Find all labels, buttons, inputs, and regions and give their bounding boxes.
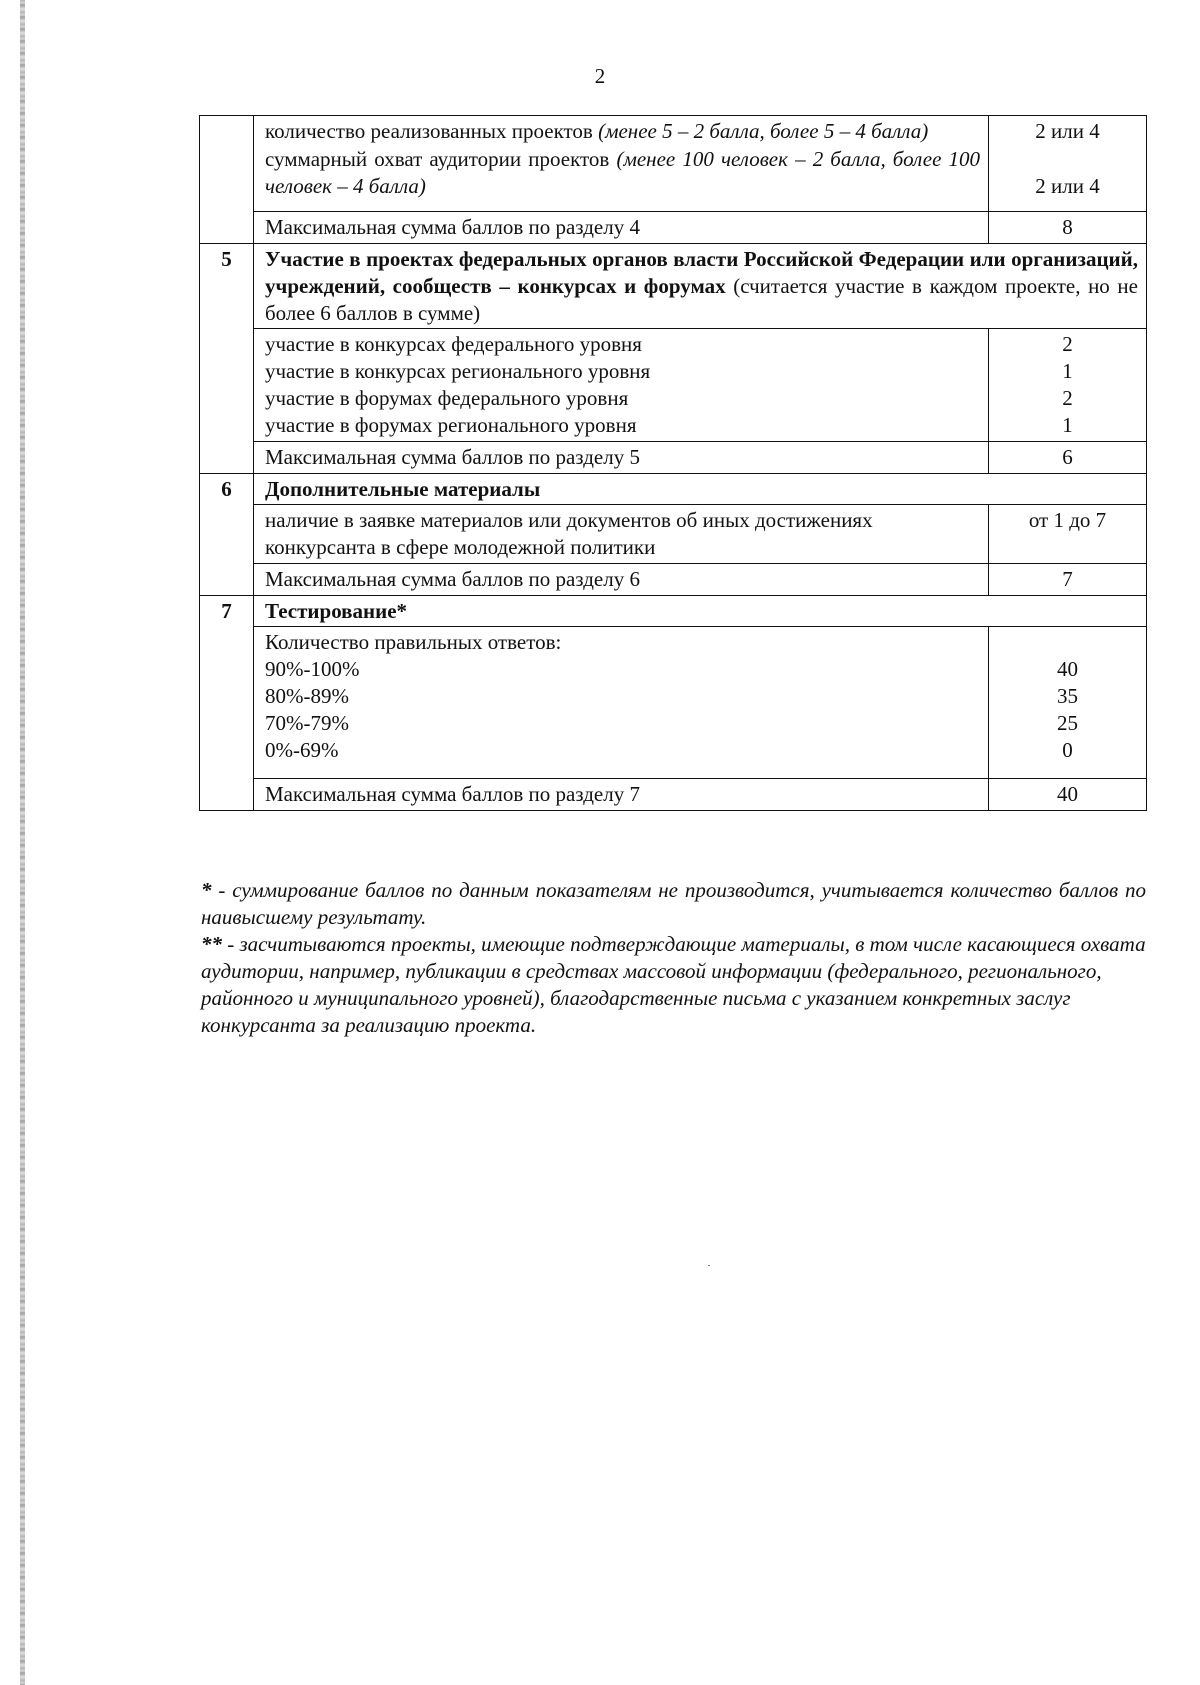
max-sum-value: 40 <box>989 779 1147 811</box>
section-4-number-cell <box>200 116 254 244</box>
criterion-label: 70%-79% <box>265 711 349 735</box>
criterion-value: 25 <box>1057 711 1078 735</box>
criterion-label: участие в конкурсах федерального уровня <box>265 332 642 356</box>
table-row <box>200 505 1147 564</box>
footnotes <box>201 877 1146 1039</box>
table-row <box>200 596 1147 627</box>
max-sum-value: 7 <box>989 564 1147 596</box>
section-title-cell <box>254 244 1147 329</box>
table-row <box>200 244 1147 329</box>
criterion-value: 2 <box>1062 332 1073 356</box>
criterion-label: участие в форумах регионального уровня <box>265 413 637 437</box>
section-7-values-cell <box>989 627 1147 779</box>
criterion-label: 0%-69% <box>265 738 339 762</box>
criterion-note: (менее 100 человек – 2 балла, более 100 человек – 4 балла) <box>265 147 981 198</box>
criterion-value: 2 или 4 <box>1035 119 1100 143</box>
section-4-criteria-cell <box>254 116 989 212</box>
table-row <box>200 442 1147 474</box>
section-5-values-cell <box>989 329 1147 442</box>
table-row <box>200 779 1147 811</box>
criterion-label: суммарный охват аудитории проектов <box>265 147 610 171</box>
criterion-label: 80%-89% <box>265 684 349 708</box>
criterion-value: от 1 до 7 <box>989 505 1147 564</box>
table-row <box>200 212 1147 244</box>
footnote-1 <box>201 877 1146 931</box>
section-title: Дополнительные материалы <box>254 474 1147 505</box>
max-sum-label: Максимальная сумма баллов по разделу 7 <box>254 779 989 811</box>
criterion-value: 0 <box>1062 738 1073 762</box>
criterion-value: 2 или 4 <box>1035 174 1100 198</box>
footnote-text: - суммирование баллов по данным показателям не производится, учитывается количество баллов по наивысшему результату. <box>201 878 1146 929</box>
footnote-mark: * <box>201 878 212 902</box>
criterion-note: (менее 5 – 2 балла, более 5 – 4 балла) <box>598 119 929 143</box>
table-row <box>200 329 1147 442</box>
table-row <box>200 474 1147 505</box>
criterion-intro: Количество правильных ответов: <box>265 630 562 654</box>
criterion-label: наличие в заявке материалов или документов об иных достижениях конкурсанта в сфере молодежной политики <box>254 505 989 564</box>
criterion-value: 35 <box>1057 684 1078 708</box>
table-row <box>200 564 1147 596</box>
table-row <box>200 627 1147 779</box>
criterion-value: 40 <box>1057 657 1078 681</box>
criterion-value: 1 <box>1062 413 1073 437</box>
section-4-row-1 <box>265 118 980 145</box>
section-title-note: (считается участие в каждом проекте, но не более 6 баллов в сумме) <box>265 274 1138 325</box>
section-5-items-cell <box>254 329 989 442</box>
criterion-label: участие в конкурсах регионального уровня <box>265 359 651 383</box>
max-sum-value: 6 <box>989 442 1147 474</box>
table-row <box>200 116 1147 212</box>
max-sum-label: Максимальная сумма баллов по разделу 6 <box>254 564 989 596</box>
criterion-label: участие в форумах федерального уровня <box>265 386 629 410</box>
section-number: 7 <box>200 596 254 811</box>
footnote-mark: ** <box>201 932 222 956</box>
section-number: 6 <box>200 474 254 596</box>
section-4-row-2 <box>265 146 980 200</box>
section-4-values-cell <box>989 116 1147 212</box>
footnote-text: - засчитываются проекты, имеющие подтверждающие материалы, в том числе касающиеся охвата аудитории, например, публикации в средствах массовой информации (федерального, регионального, районного и муниципального уровней), благодарственные письма с указанием конкретных заслуг конкурсанта за реализацию проекта. <box>201 932 1146 1037</box>
criteria-table <box>199 115 1147 811</box>
scan-edge-artifact <box>20 0 25 1685</box>
max-sum-label: Максимальная сумма баллов по разделу 4 <box>254 212 989 244</box>
scan-speck <box>708 1265 710 1266</box>
section-title: Тестирование* <box>254 596 1147 627</box>
criterion-label: количество реализованных проектов <box>265 119 593 143</box>
max-sum-value: 8 <box>989 212 1147 244</box>
footnote-2 <box>201 931 1146 1039</box>
section-title: Участие в проектах федеральных органов власти Российской Федерации или организаций, учреждений, сообществ – конкурсах и форумах <box>265 247 1138 298</box>
max-sum-label: Максимальная сумма баллов по разделу 5 <box>254 442 989 474</box>
criterion-value: 1 <box>1062 359 1073 383</box>
page-number: 2 <box>594 64 606 88</box>
section-number: 5 <box>200 244 254 474</box>
criterion-value: 2 <box>1062 386 1073 410</box>
criterion-label: 90%-100% <box>265 657 360 681</box>
section-7-items-cell <box>254 627 989 779</box>
